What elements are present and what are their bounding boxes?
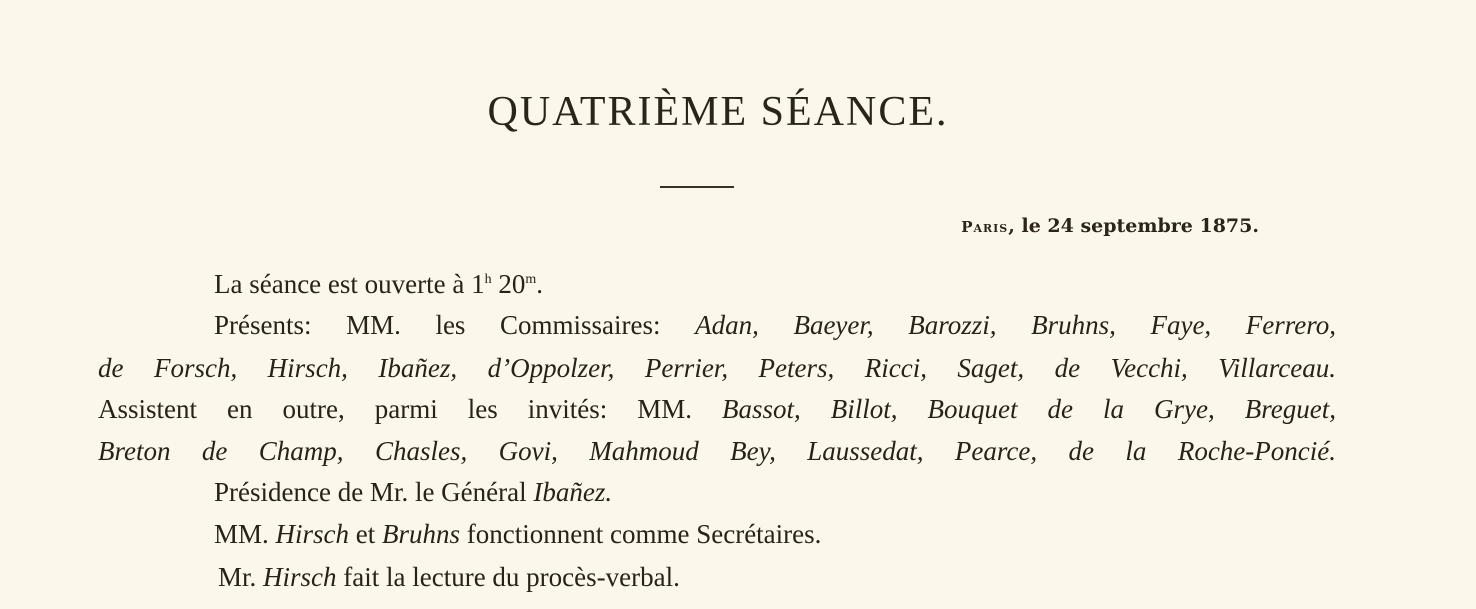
secretaire-name-2: Bruhns — [382, 519, 461, 549]
lecture-rest: fait la lecture du procès-verbal. — [336, 562, 680, 592]
secretaires-mm: MM. — [214, 519, 276, 549]
presents-names-2: de Forsch, Hirsch, Ibañez, d’Oppolzer, Perrier, Peters, Ricci, Saget, de Vecchi, Villarceau. — [98, 353, 1336, 383]
lecture-line — [218, 562, 680, 593]
opening-line — [214, 269, 543, 300]
secretaires-line — [214, 519, 821, 550]
invites-names-1: Bassot, Billot, Bouquet de la Grye, Breguet, — [722, 394, 1337, 424]
hour-sup: h — [484, 272, 492, 287]
invites-names-2: Breton de Champ, Chasles, Govi, Mahmoud Bey, Laussedat, Pearce, de la Roche-Poncié. — [98, 436, 1336, 466]
presents-line-2 — [98, 353, 1336, 384]
title-divider — [660, 186, 734, 188]
secretaires-rest: fonctionnent comme Secrétaires. — [460, 519, 822, 549]
dateline — [961, 215, 1259, 237]
presents-names-1: Adan, Baeyer, Barozzi, Bruhns, Faye, Ferrero, — [695, 310, 1336, 340]
opening-text: La séance est ouverte à 1 — [214, 269, 485, 299]
presidence-name: Ibañez. — [533, 477, 613, 507]
dateline-date: , le 24 septembre 1875. — [1008, 215, 1259, 237]
invites-intro: Assistent en outre, parmi les invités: MM. — [98, 394, 723, 424]
presents-intro: Présents: MM. les Commissaires: — [214, 310, 696, 340]
opening-minutes: 20 — [491, 269, 526, 299]
presidence-line — [214, 477, 612, 508]
invites-line-1 — [98, 394, 1336, 425]
secretaire-name-1: Hirsch — [275, 519, 350, 549]
presents-line-1 — [214, 310, 1336, 341]
page-title: QUATRIÈME SÉANCE. — [487, 89, 949, 135]
lecture-name: Hirsch — [263, 562, 337, 592]
minute-sup: m — [525, 272, 537, 287]
secretaires-et: et — [349, 519, 383, 549]
lecture-mr: Mr. — [218, 562, 264, 592]
presidence-intro: Présidence de Mr. le Général — [214, 477, 534, 507]
invites-line-2 — [98, 436, 1336, 467]
dateline-place: Paris — [961, 218, 1009, 236]
opening-period: . — [536, 269, 543, 299]
